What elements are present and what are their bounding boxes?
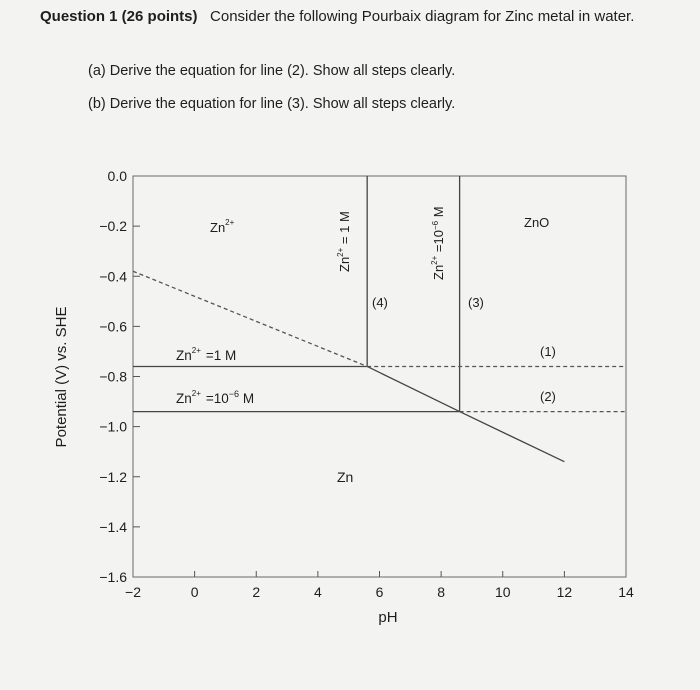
- y-tick-label: 0.0: [107, 168, 127, 184]
- x-tick-label: 4: [313, 584, 322, 600]
- question-text: Consider the following Pourbaix diagram for Zinc metal in water.: [210, 8, 635, 25]
- x-tick-label: −2: [125, 584, 141, 600]
- label-zn-1e-6M: $Zn^{2+} =10^{-6}$ M: [176, 389, 255, 406]
- x-tick-label: 2: [252, 584, 261, 600]
- y-tick-label: −1.6: [99, 569, 127, 585]
- line-label-2: (2): [540, 389, 556, 404]
- part-a: (a) Derive the equation for line (2). Show all steps clearly.: [88, 63, 456, 79]
- x-axis-label: pH: [378, 609, 398, 626]
- y-tick-label: −1.0: [99, 418, 127, 435]
- y-tick-label: −0.6: [99, 318, 127, 335]
- y-tick-label: −0.8: [99, 368, 127, 385]
- line-label-4: (4): [372, 295, 388, 310]
- y-tick-label: −1.4: [99, 518, 127, 535]
- label-zn-1M: $Zn^{2+} =1$ M: [176, 346, 237, 363]
- label-vertical-1e-6M: $Zn^{2+} =10^{-6}$ M: [430, 206, 446, 280]
- label-vertical-1M: $Zn^{2+} = 1$ M: [336, 211, 352, 272]
- line-label-1: (1): [540, 344, 556, 359]
- question-title: Question 1 (26 points): [40, 8, 198, 25]
- region-label-zn: Zn: [337, 469, 354, 485]
- x-tick-label: 0: [190, 584, 199, 600]
- region-label-zno: ZnO: [524, 215, 550, 230]
- x-tick-label: 10: [494, 584, 511, 600]
- y-axis-label: Potential (V) vs. SHE: [53, 306, 70, 448]
- y-tick-label: −0.2: [99, 218, 127, 235]
- region-label-zn2plus: $Zn^{2+}$: [210, 218, 235, 235]
- x-tick-label: 6: [375, 584, 384, 600]
- y-tick-label: −1.2: [99, 468, 127, 485]
- plot-frame: [133, 176, 626, 577]
- x-tick-label: 14: [618, 584, 634, 600]
- x-tick-label: 8: [437, 584, 446, 600]
- part-b: (b) Derive the equation for line (3). Show all steps clearly.: [88, 96, 456, 112]
- x-tick-label: 12: [556, 584, 573, 600]
- line-label-3: (3): [468, 295, 484, 310]
- y-tick-label: −0.4: [99, 268, 127, 285]
